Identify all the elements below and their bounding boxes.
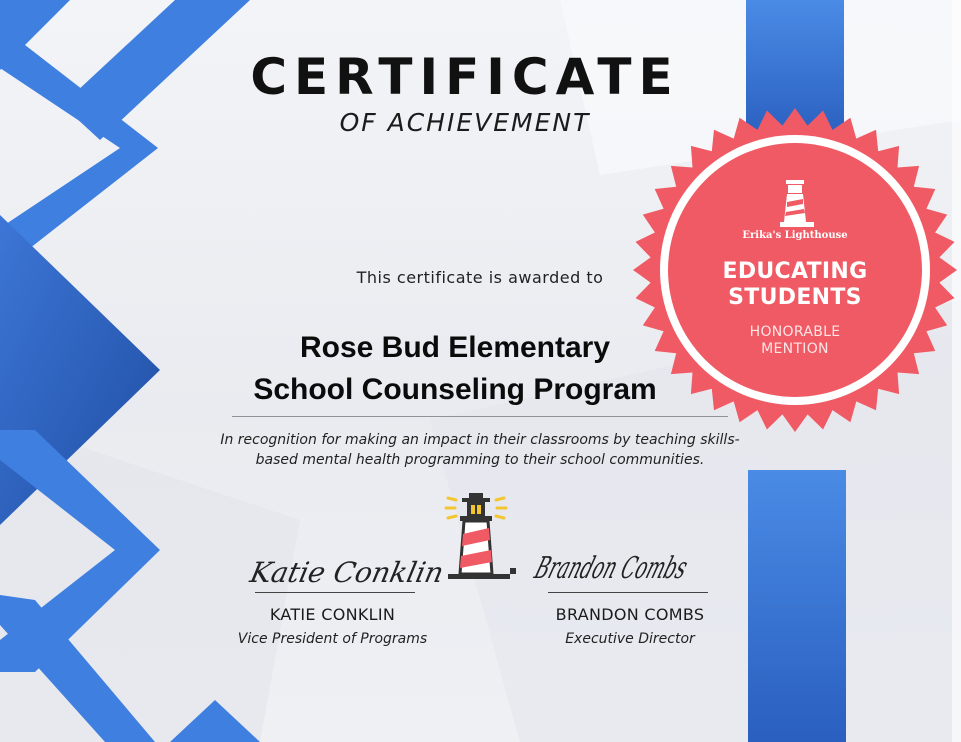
recipient-name-line1: Rose Bud Elementary bbox=[299, 331, 611, 364]
seal-title bbox=[680, 259, 910, 311]
certificate-title: CERTIFICATE bbox=[250, 48, 680, 106]
seal-subtitle-line2: MENTION bbox=[761, 341, 829, 357]
recognition-text bbox=[200, 430, 760, 470]
seal-title-line1: EDUCATING bbox=[722, 259, 868, 284]
seal-subtitle-line1: HONORABLE bbox=[749, 324, 841, 340]
signer-role-right: Executive Director bbox=[565, 631, 695, 647]
signer-role-left: Vice President of Programs bbox=[237, 631, 428, 647]
seal-subtitle bbox=[680, 324, 910, 358]
recipient-underline bbox=[232, 416, 728, 417]
certificate-subtitle: OF ACHIEVEMENT bbox=[339, 108, 591, 137]
seal-brand-logo: Erika's Lighthouse bbox=[742, 230, 848, 241]
signature-katie-conklin bbox=[247, 548, 447, 592]
signer-name-left: KATIE CONKLIN bbox=[269, 605, 396, 624]
lighthouse-logo-icon bbox=[440, 490, 520, 582]
recipient-name-line2: School Counseling Program bbox=[253, 373, 657, 406]
awarded-to-text: This certificate is awarded to bbox=[356, 268, 604, 287]
seal-title-line2: STUDENTS bbox=[728, 285, 862, 310]
signature-brandon-combs bbox=[530, 538, 786, 592]
signature-brandon-text: Brandon Combs bbox=[530, 550, 786, 586]
signature-katie-text: Katie Conklin bbox=[247, 556, 447, 589]
recognition-line1: In recognition for making an impact in their classrooms by teaching skills- bbox=[220, 432, 740, 448]
signer-name-right: BRANDON COMBS bbox=[555, 605, 705, 624]
ribbon-bottom bbox=[748, 470, 846, 742]
recognition-line2: based mental health programming to their school communities. bbox=[255, 452, 705, 468]
signature-line-left bbox=[255, 592, 415, 593]
signature-line-right bbox=[548, 592, 708, 593]
